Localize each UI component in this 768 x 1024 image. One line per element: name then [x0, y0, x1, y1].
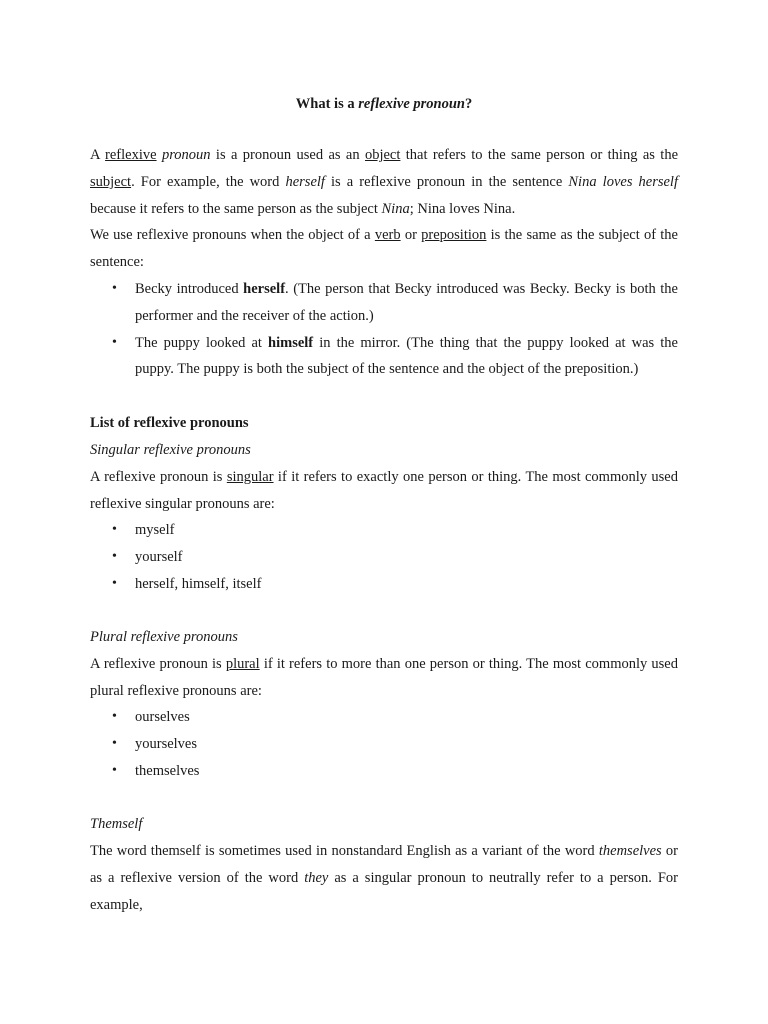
reflexive-link[interactable]: reflexive	[105, 147, 157, 163]
verb-link[interactable]: verb	[374, 227, 401, 243]
title-text: What is a	[295, 96, 359, 112]
themself-heading: Themself	[90, 816, 143, 832]
singular-list	[90, 517, 678, 597]
intro-paragraph: A reflexive pronoun is a pronoun used as an object that refers to the same person or thing as the subject. For example, the word herself is a reflexive pronoun in the sentence Nina loves herself because it refers to the same person as the subject Nina; Nina loves Nina.	[90, 147, 679, 217]
examples-list	[90, 276, 678, 383]
plural-paragraph: A reflexive pronoun is plural if it refers to more than one person or thing. The most commonly used plural reflexive pronouns are:	[90, 656, 678, 699]
page-title	[0, 94, 768, 114]
singular-paragraph: A reflexive pronoun is singular if it refers to exactly one person or thing. The most commonly used reflexive singular pronouns are:	[90, 469, 678, 512]
list-item: • Becky introduced herself. (The person that Becky introduced was Becky. Becky is both the performer and the receiver of the action.)	[90, 276, 678, 330]
title-emphasis: reflexive pronoun	[358, 96, 465, 112]
list-item: • herself, himself, itself	[90, 571, 678, 598]
object-link[interactable]: object	[364, 147, 401, 163]
plural-heading: Plural reflexive pronouns	[90, 629, 238, 645]
singular-link[interactable]: singular	[226, 469, 274, 485]
list-item: • ourselves	[90, 704, 678, 731]
list-item: • themselves	[90, 758, 678, 785]
title-suffix: ?	[464, 96, 473, 112]
subject-link[interactable]: subject	[90, 173, 132, 190]
list-heading: List of reflexive pronouns	[90, 415, 249, 431]
usage-paragraph: We use reflexive pronouns when the object of a verb or preposition is the same as the subject of the sentence:	[90, 227, 678, 270]
list-item: • yourself	[90, 544, 678, 571]
themself-paragraph: The word themself is sometimes used in nonstandard English as a variant of the word themselves or as a reflexive version of the word they as a singular pronoun to neutrally refer to a person. For example,	[90, 843, 678, 913]
list-item: • The puppy looked at himself in the mirror. (The thing that the puppy looked at was the puppy. The puppy is both the subject of the sentence and the object of the preposition.)	[90, 330, 678, 384]
plural-list	[90, 704, 678, 784]
plural-link[interactable]: plural	[225, 656, 260, 672]
list-item: • yourselves	[90, 731, 678, 758]
list-item: • myself	[90, 517, 678, 544]
preposition-link[interactable]: preposition	[421, 227, 487, 243]
singular-heading: Singular reflexive pronouns	[90, 442, 251, 458]
